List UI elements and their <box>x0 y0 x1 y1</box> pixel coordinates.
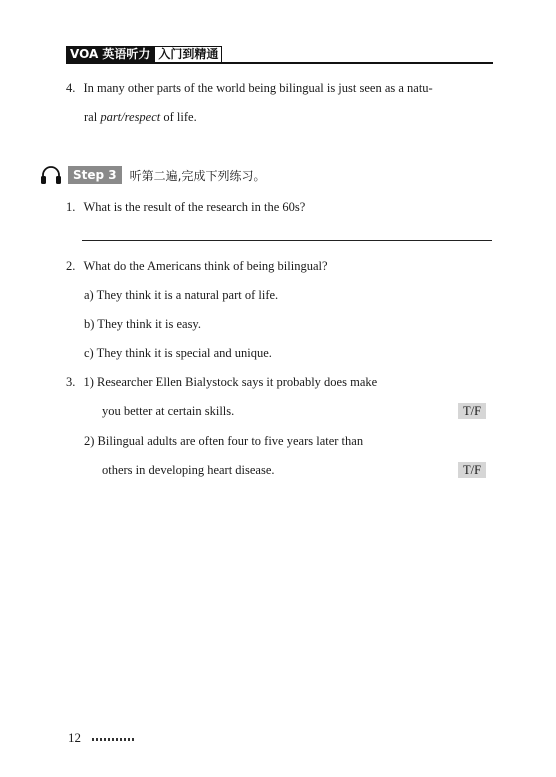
question-3-item-1-line-2: you better at certain skills. <box>102 404 235 418</box>
question-number: 3. <box>66 375 76 389</box>
option-b[interactable]: b) They think it is easy. <box>84 317 201 331</box>
answer-blank-line[interactable] <box>82 240 492 241</box>
question-text: In many other parts of the world being bilingual is just seen as a natu- <box>83 81 433 95</box>
text-segment: of life. <box>160 110 197 124</box>
book-header-tag <box>66 46 222 63</box>
question-1 <box>66 199 305 215</box>
page-number: 12 <box>68 730 81 745</box>
question-number: 1. <box>66 200 76 214</box>
question-2 <box>66 258 328 274</box>
true-false-marker[interactable]: T/F <box>458 403 486 419</box>
question-text: What do the Americans think of being bilingual? <box>83 259 328 273</box>
true-false-marker[interactable]: T/F <box>458 462 486 478</box>
option-a[interactable]: a) They think it is a natural part of life. <box>84 288 279 302</box>
question-text: What is the result of the research in the 60s? <box>83 200 306 214</box>
question-3-item-2-line-1: 2) Bilingual adults are often four to five years later than <box>84 434 364 448</box>
headphone-icon <box>40 165 62 185</box>
text-segment: ral <box>84 110 101 124</box>
step-badge: Step 3 <box>68 166 122 184</box>
footer-decoration <box>92 738 136 741</box>
question-3-item-1-line-1 <box>66 374 377 390</box>
question-3-item-2-line-2: others in developing heart disease. <box>102 463 275 477</box>
step-instruction: 听第二遍,完成下列练习。 <box>129 168 266 183</box>
question-number: 4. <box>66 81 76 95</box>
question-4-line-2 <box>84 109 197 125</box>
step-heading <box>40 165 265 185</box>
statement-text: 1) Researcher Ellen Bialystock says it probably does make <box>83 375 378 389</box>
book-title-light: 入门到精通 <box>154 46 222 63</box>
question-4-line-1 <box>66 80 433 96</box>
option-c[interactable]: c) They think it is special and unique. <box>84 346 272 360</box>
question-number: 2. <box>66 259 76 273</box>
book-title-dark: VOA 英语听力 <box>66 46 154 63</box>
header-rule <box>66 62 493 64</box>
italic-choice: part/respect <box>100 110 161 124</box>
